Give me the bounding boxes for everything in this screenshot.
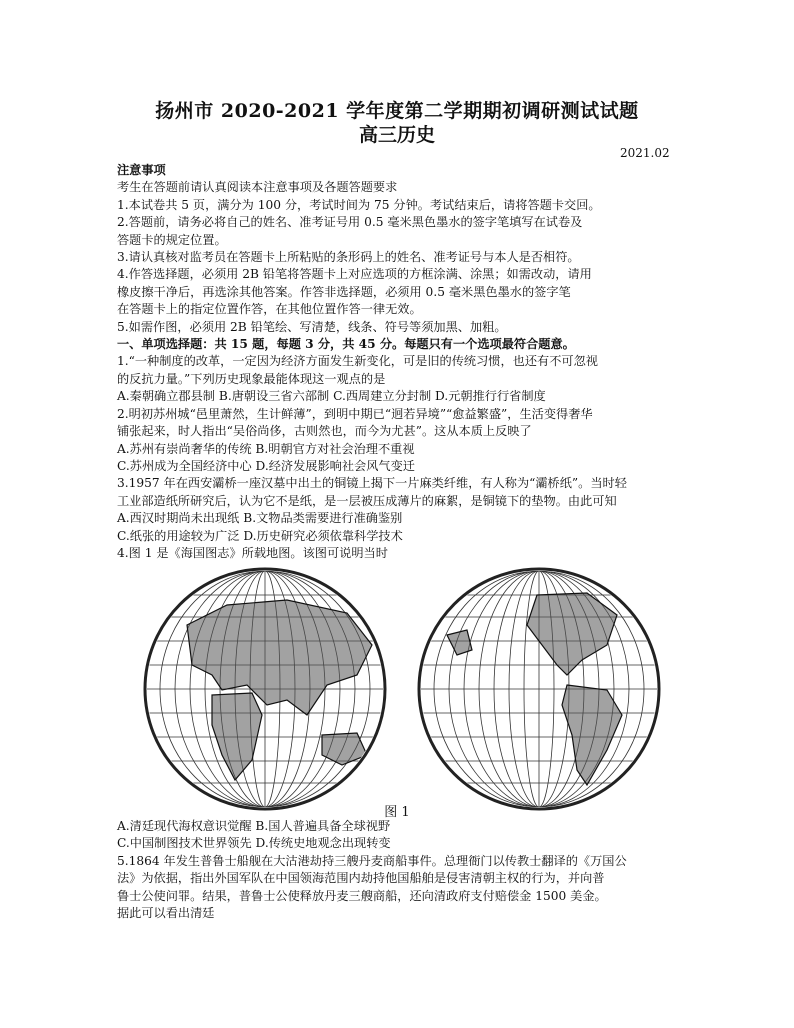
question-line: C.苏州成为全国经济中心 D.经济发展影响社会风气变迁 bbox=[117, 458, 415, 473]
exam-title: 扬州市 2020-2021 学年度第二学期期初调研测试试题 bbox=[155, 100, 639, 122]
notice-line: 1.本试卷共 5 页，满分为 100 分，考试时间为 75 分钟。考试结束后，请将答题卡交回。 bbox=[117, 197, 601, 212]
question-line: 2.明初苏州城“邑里萧然，生计鲜薄”，到明中期已“迥若异境”“愈益繁盛”，生活变得奢华 bbox=[117, 406, 593, 421]
question-line: 1.“一种制度的改革，一定因为经济方面发生新变化，可是旧的传统习惯，也还有不可忽视 bbox=[117, 354, 598, 369]
question-line: A.秦朝确立郡县制 B.唐朝设三省六部制 C.西周建立分封制 D.元朝推行行省制度 bbox=[117, 389, 546, 404]
question-line: 的反抗力量。”下列历史现象最能体现这一观点的是 bbox=[117, 371, 386, 386]
question-line: 3.1957 年在西安灞桥一座汉墓中出土的铜镜上揭下一片麻类纤维，有人称为“灞桥纸”。当时轻 bbox=[117, 476, 627, 491]
question-line: 工业部造纸所研究后，认为它不是纸，是一层被压成薄片的麻絮，是铜镜下的垫物。由此可知 bbox=[117, 493, 617, 508]
exam-body-continued bbox=[117, 818, 687, 922]
question-line: A.西汉时期尚未出现纸 B.文物品类需要进行准确鉴别 bbox=[117, 511, 403, 526]
question-line: A.清廷现代海权意识觉醒 B.国人普遍具备全球视野 bbox=[117, 819, 391, 833]
question-line: 4.图 1 是《海国图志》所载地图。该图可说明当时 bbox=[117, 545, 388, 560]
notice-line: 5.如需作图，必须用 2B 铅笔绘、写清楚，线条、符号等须加黑、加粗。 bbox=[117, 319, 507, 334]
question-line: 法》为依据，指出外国军队在中国领海范围内劫持他国船舶是侵害清朝主权的行为，并向普 bbox=[117, 871, 605, 886]
question-line: 5.1864 年发生普鲁士船舰在大沽港劫持三艘丹麦商船事件。总理衙门以传教士翻译的《万国公 bbox=[117, 853, 627, 868]
notice-line: 2.答题前，请务必将自己的姓名、准考证号用 0.5 毫米黑色墨水的签字笔填写在试卷及 bbox=[117, 215, 583, 230]
exam-date: 2021.02 bbox=[620, 146, 670, 160]
notice-line: 考生在答题前请认真阅读本注意事项及各题答题要求 bbox=[117, 180, 398, 195]
notice-line: 橡皮擦干净后，再选涂其他答案。作答非选择题，必须用 0.5 毫米黑色墨水的签字笔 bbox=[117, 284, 571, 299]
notice-line: 在答题卡上的指定位置作答，在其他位置作答一律无效。 bbox=[117, 302, 422, 317]
question-line: 鲁士公使问罪。结果，普鲁士公使释放丹麦三艘商船，还向清政府支付赔偿金 1500 美金。 bbox=[117, 888, 607, 903]
question-line: 据此可以看出清廷 bbox=[117, 906, 215, 921]
figure-caption: 图 1 bbox=[384, 805, 410, 820]
question-line: C.纸张的用途较为广泛 D.历史研究必须依靠科学技术 bbox=[117, 528, 403, 543]
notice-heading: 注意事项 bbox=[117, 163, 166, 177]
notice-line: 4.作答选择题，必须用 2B 铅笔将答题卡上对应选项的方框涂满、涂黑；如需改动，请用 bbox=[117, 267, 592, 282]
eastern-hemisphere-map bbox=[145, 569, 385, 809]
western-hemisphere-map bbox=[419, 569, 659, 809]
question-line: 铺张起来，时人指出“吴俗尚侈，古则然也，而今为尤甚”。这从本质上反映了 bbox=[117, 424, 532, 439]
notice-line: 3.请认真核对监考员在答题卡上所粘贴的条形码上的姓名、准考证号与本人是否相符。 bbox=[117, 250, 580, 265]
world-map-figure bbox=[117, 565, 687, 813]
section-heading: 一、单项选择题：共 15 题，每题 3 分，共 45 分。每题只有一个选项最符合题意。 bbox=[117, 337, 575, 352]
question-line: C.中国制图技术世界领先 D.传统史地观念出现转变 bbox=[117, 836, 391, 851]
question-line: A.苏州有崇尚奢华的传统 B.明朝官方对社会治理不重视 bbox=[117, 441, 415, 456]
notice-line: 答题卡的规定位置。 bbox=[117, 232, 227, 247]
exam-body bbox=[117, 162, 687, 562]
exam-subject: 高三历史 bbox=[358, 124, 435, 146]
